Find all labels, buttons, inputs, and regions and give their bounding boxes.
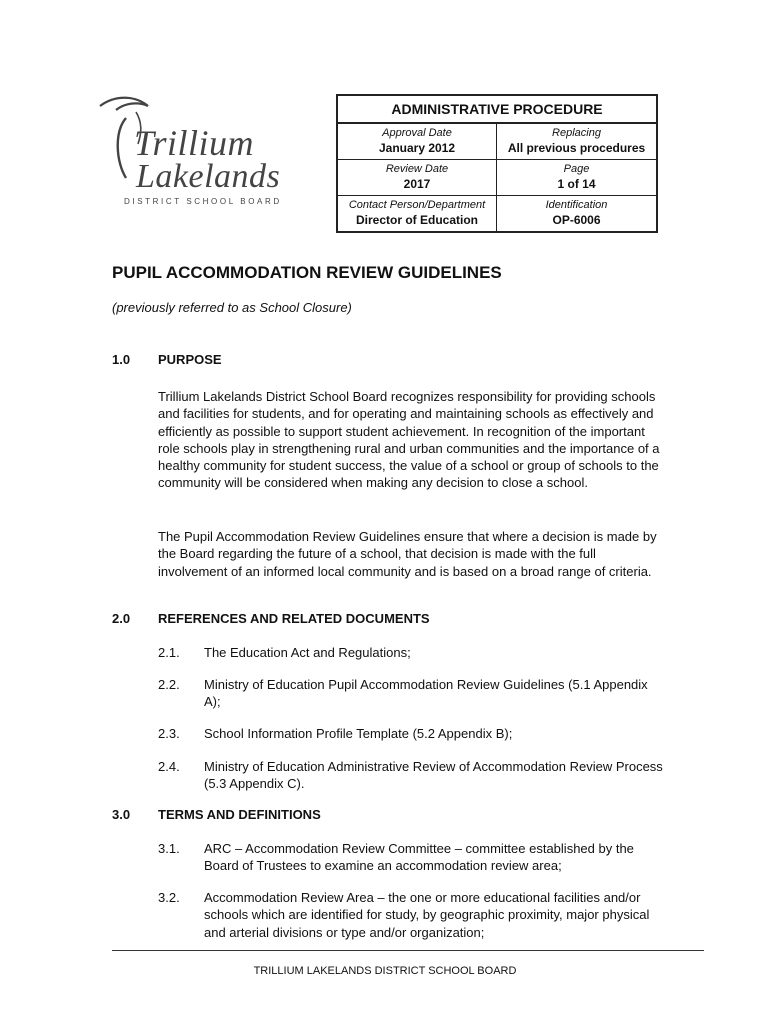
contact-label: Contact Person/Department <box>348 199 486 211</box>
procedure-row-1 <box>338 124 656 160</box>
footer-divider <box>112 950 704 951</box>
approval-date-value: January 2012 <box>378 141 456 155</box>
board-logo <box>96 92 306 212</box>
identification-label: Identification <box>545 199 608 211</box>
purpose-paragraph-2: The Pupil Accommodation Review Guidelines ensure that where a decision is made by the Board regarding the future of a school, that decision is made with the full involvement of an informed local community and is based on a broad range of criteria. <box>158 529 657 579</box>
section-2-heading <box>112 611 430 626</box>
procedure-info-table <box>336 94 658 233</box>
list-item-text: School Information Profile Template (5.2 Appendix B); <box>204 726 513 741</box>
page-cell <box>497 160 656 195</box>
identification-value: OP-6006 <box>552 213 601 227</box>
procedure-row-2 <box>338 160 656 196</box>
page-label: Page <box>563 163 590 175</box>
list-item-number: 2.3. <box>158 726 180 741</box>
page-footer: TRILLIUM LAKELANDS DISTRICT SCHOOL BOARD <box>253 965 517 977</box>
logo-text-lakelands: Lakelands <box>136 158 281 195</box>
purpose-paragraph-1: Trillium Lakelands District School Board recognizes responsibility for providing schools and facilities for students, and for operating and maintaining schools as effectively and efficiently as possible to support student achievement. In recognition of the important role schools play in strengthening rural and urban communities and the importance of a healthy community for student success, the value of a school or group of schools to the community will be considered when making any decision to close a school. <box>158 389 660 491</box>
replacing-label: Replacing <box>552 127 601 139</box>
list-item-text: Accommodation Review Area – the one or more educational facilities and/or schools which are identified for study, by geographic proximity, major physical and arterial divisions or type and/or organization; <box>204 890 650 940</box>
list-item <box>158 644 663 661</box>
replacing-value: All previous procedures <box>507 141 646 155</box>
list-item <box>158 758 663 793</box>
list-item <box>158 676 663 711</box>
list-item-text: ARC – Accommodation Review Committee – committee established by the Board of Trustees to examine an accommodation review area; <box>204 841 634 874</box>
contact-cell <box>338 196 497 231</box>
approval-date-cell <box>338 124 497 159</box>
list-item <box>158 725 663 742</box>
list-item-number: 3.1. <box>158 841 180 856</box>
section-title: REFERENCES AND RELATED DOCUMENTS <box>158 611 430 626</box>
section-number: 2.0 <box>112 611 131 626</box>
list-item <box>158 840 663 875</box>
review-date-value: 2017 <box>403 177 431 191</box>
page-value: 1 of 14 <box>557 177 596 191</box>
contact-value: Director of Education <box>355 213 478 227</box>
document-title: PUPIL ACCOMMODATION REVIEW GUIDELINES <box>112 263 502 282</box>
section-title: PURPOSE <box>158 352 222 367</box>
list-item-text: Ministry of Education Pupil Accommodation Review Guidelines (5.1 Appendix A); <box>204 677 648 710</box>
document-subtitle: (previously referred to as School Closure) <box>112 300 352 315</box>
replacing-cell <box>497 124 656 159</box>
procedure-type-heading: ADMINISTRATIVE PROCEDURE <box>338 96 656 124</box>
logo-text-district: DISTRICT SCHOOL BOARD <box>124 197 282 206</box>
list-item-text: Ministry of Education Administrative Review of Accommodation Review Process (5.3 Appendix C). <box>204 759 663 792</box>
list-item-number: 2.2. <box>158 677 180 692</box>
section-number: 3.0 <box>112 807 131 822</box>
list-item-number: 2.1. <box>158 645 180 660</box>
section-1-heading <box>112 352 222 367</box>
logo-text-trillium: Trillium <box>134 123 255 163</box>
list-item-number: 2.4. <box>158 759 180 774</box>
identification-cell <box>497 196 656 231</box>
list-item-number: 3.2. <box>158 890 180 905</box>
section-number: 1.0 <box>112 352 131 367</box>
review-date-cell <box>338 160 497 195</box>
review-date-label: Review Date <box>385 163 449 175</box>
approval-date-label: Approval Date <box>382 127 452 139</box>
section-title: TERMS AND DEFINITIONS <box>158 807 321 822</box>
list-item-text: The Education Act and Regulations; <box>204 645 411 660</box>
list-item <box>158 889 663 941</box>
section-3-heading <box>112 807 321 822</box>
procedure-row-3 <box>338 196 656 231</box>
